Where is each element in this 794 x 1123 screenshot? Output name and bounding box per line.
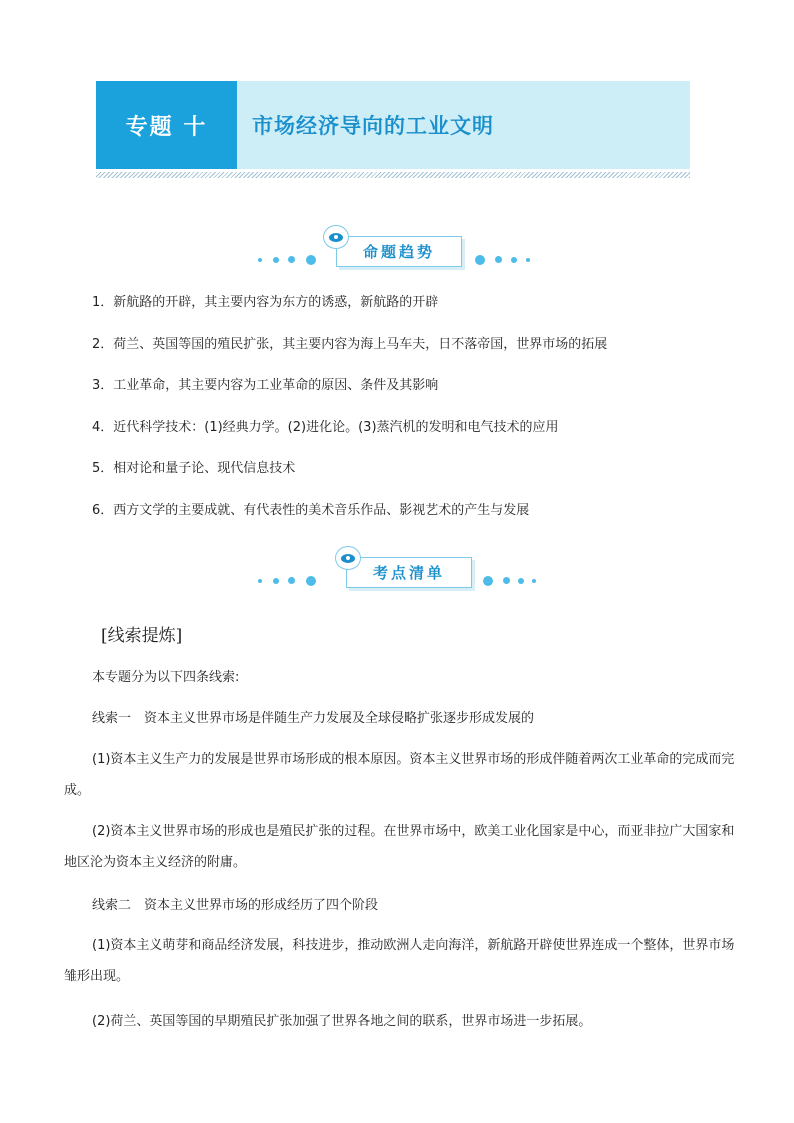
paragraph-text: (1)资本主义萌芽和商品经济发展，科技进步，推动欧洲人走向海洋，新航路开辟使世界连成一个整体，世界市场雏形出现。 bbox=[64, 938, 735, 984]
clue-title: 线索二 资本主义世界市场的形成经历了四个阶段 bbox=[92, 898, 379, 913]
decor-dot bbox=[503, 577, 510, 584]
eye-icon bbox=[335, 546, 361, 570]
decor-dot bbox=[273, 578, 279, 584]
decor-dot bbox=[475, 255, 485, 265]
paragraph bbox=[64, 744, 736, 806]
intro-text: 本专题分为以下四条线索: bbox=[92, 670, 240, 685]
paragraph bbox=[64, 930, 736, 992]
paragraph-text: (2)荷兰、英国等国的早期殖民扩张加强了世界各地之间的联系，世界市场进一步拓展。 bbox=[92, 1014, 592, 1029]
decor-dot bbox=[518, 578, 524, 584]
decor-dot bbox=[288, 577, 295, 584]
decor-dot bbox=[511, 257, 517, 263]
page-title: 市场经济导向的工业文明 bbox=[252, 114, 494, 138]
paragraph bbox=[64, 1006, 736, 1037]
banner-divider bbox=[96, 172, 690, 178]
paragraph bbox=[64, 816, 736, 878]
section-header-trends bbox=[255, 225, 541, 269]
section-title-box bbox=[336, 236, 462, 267]
topic-number: 专题 十 bbox=[125, 113, 208, 140]
list-item: 4．近代科学技术：(1)经典力学。(2)进化论。(3)蒸汽机的发明和电气技术的应用 bbox=[92, 420, 559, 435]
decor-dot bbox=[495, 256, 502, 263]
decor-dot bbox=[258, 579, 262, 583]
paragraph-text: (1)资本主义生产力的发展是世界市场形成的根本原因。资本主义世界市场的形成伴随着两次工业革命的完成而完成。 bbox=[64, 752, 735, 798]
decor-dot bbox=[288, 256, 295, 263]
list-item: 3．工业革命，其主要内容为工业革命的原因、条件及其影响 bbox=[92, 378, 439, 393]
title-banner bbox=[96, 81, 690, 169]
decor-dot bbox=[258, 258, 262, 262]
decor-dot bbox=[532, 579, 536, 583]
eye-icon bbox=[323, 225, 349, 249]
decor-dot bbox=[306, 255, 316, 265]
decor-dot bbox=[306, 576, 316, 586]
list-item: 2．荷兰、英国等国的殖民扩张，其主要内容为海上马车夫，日不落帝国，世界市场的拓展 bbox=[92, 337, 608, 352]
section-header-checklist bbox=[255, 546, 541, 590]
topic-number-tag bbox=[96, 81, 237, 169]
decor-dot bbox=[273, 257, 279, 263]
decor-dot bbox=[483, 576, 493, 586]
section-title-box bbox=[346, 557, 472, 588]
paragraph-text: (2)资本主义世界市场的形成也是殖民扩张的过程。在世界市场中，欧美工业化国家是中心，而亚非拉广大国家和地区沦为资本主义经济的附庸。 bbox=[64, 824, 735, 870]
decor-dot bbox=[526, 258, 530, 262]
clue-title: 线索一 资本主义世界市场是伴随生产力发展及全球侵略扩张逐步形成发展的 bbox=[92, 711, 535, 726]
section-title: 命题趋势 bbox=[362, 243, 435, 261]
list-item: 1．新航路的开辟，其主要内容为东方的诱惑，新航路的开辟 bbox=[92, 295, 439, 310]
section-title: 考点清单 bbox=[372, 564, 445, 582]
list-item: 6．西方文学的主要成就、有代表性的美术音乐作品、影视艺术的产生与发展 bbox=[92, 503, 530, 518]
subsection-heading: [线索提炼] bbox=[101, 626, 183, 646]
list-item: 5．相对论和量子论、现代信息技术 bbox=[92, 461, 296, 476]
